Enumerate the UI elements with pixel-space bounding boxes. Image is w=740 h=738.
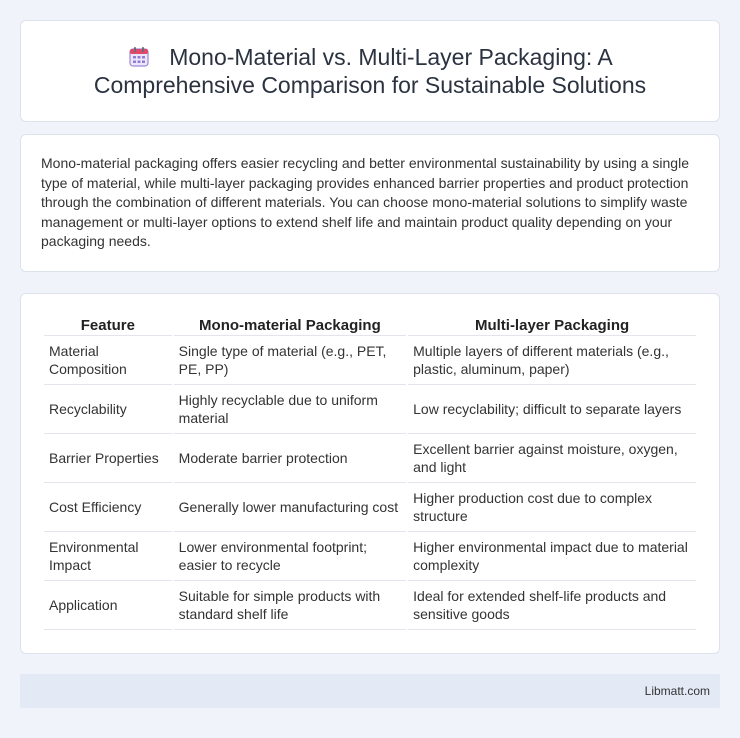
footer [20,674,720,708]
feature-cell: Cost Efficiency [44,483,172,532]
mono-cell: Single type of material (e.g., PET, PE, PP) [174,336,406,385]
comparison-card [20,293,720,654]
footer-brand[interactable]: Libmatt.com [644,684,710,698]
feature-cell: Recyclability [44,385,172,434]
feature-cell: Application [44,581,172,630]
table-row [44,385,696,434]
mono-cell: Lower environmental footprint; easier to recycle [174,532,406,581]
table-row [44,483,696,532]
mono-cell: Moderate barrier protection [174,434,406,483]
multi-cell: Ideal for extended shelf-life products and sensitive goods [408,581,696,630]
feature-cell: Environmental Impact [44,532,172,581]
multi-cell: Excellent barrier against moisture, oxygen, and light [408,434,696,483]
column-header: Feature [44,316,172,336]
table-row [44,336,696,385]
feature-cell: Barrier Properties [44,434,172,483]
multi-cell: Higher environmental impact due to material complexity [408,532,696,581]
table-row [44,581,696,630]
header-card [20,20,720,122]
table-row [44,434,696,483]
summary-text: Mono-material packaging offers easier recycling and better environmental sustainability by using a single type of material, while multi-layer packaging provides enhanced barrier properties and product protection through the combination of different materials. You can choose mono-material solutions to simplify waste management or multi-layer options to extend shelf life and maintain product quality depending on your packaging needs. [41,155,689,250]
page-title [45,43,695,99]
calendar-icon [127,45,151,69]
column-header: Multi-layer Packaging [408,316,696,336]
table-header-row [44,316,696,336]
multi-cell: Multiple layers of different materials (e.g., plastic, aluminum, paper) [408,336,696,385]
comparison-table [42,316,698,630]
summary-card [20,134,720,272]
mono-cell: Highly recyclable due to uniform material [174,385,406,434]
mono-cell: Suitable for simple products with standard shelf life [174,581,406,630]
mono-cell: Generally lower manufacturing cost [174,483,406,532]
table-row [44,532,696,581]
feature-cell: Material Composition [44,336,172,385]
page-title-text: Mono-Material vs. Multi-Layer Packaging: A Comprehensive Comparison for Sustainable Solutions [93,44,647,98]
multi-cell: Low recyclability; difficult to separate layers [408,385,696,434]
multi-cell: Higher production cost due to complex structure [408,483,696,532]
column-header: Mono-material Packaging [174,316,406,336]
